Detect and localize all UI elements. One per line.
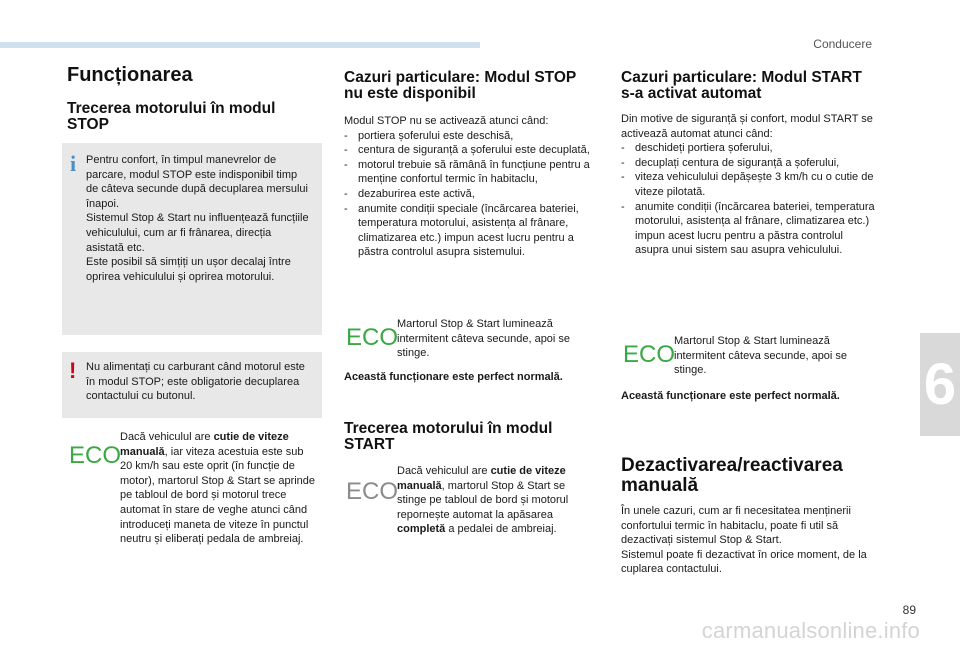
info-icon: i bbox=[70, 151, 77, 176]
list-intro: Modul STOP nu se activează atunci când: bbox=[344, 115, 549, 127]
info-box-text: Pentru confort, în timpul manevrelor de parcare, modul STOP este indisponibil timp de câteva secunde după decuplarea mersului înapoi. Sistemul Stop & Start nu influențează funcțiile vehiculului, cum ar fi frânarea, direcția asistată etc. Este posibil să simțiți un ușor decalaj între oprirea vehiculului și oprirea motorului. bbox=[86, 154, 309, 283]
stop-unavailable-list bbox=[344, 114, 600, 260]
warning-box bbox=[62, 352, 322, 418]
eco-blink-text: Martorul Stop & Start luminează intermitent câteva secunde, apoi se stinge. bbox=[397, 318, 571, 360]
eco-grey-icon: ECO bbox=[346, 478, 399, 505]
normal-note: Această funcționare este perfect normală. bbox=[344, 371, 563, 383]
section-heading-stop: Trecerea motorului în modul STOP bbox=[67, 100, 276, 133]
manual-body-text: În unele cazuri, cum ar fi necesitatea menținerii confortului termic în habitaclu, poate fi util să dezactivați sistemul Stop & Start. Sistemul poate fi dezactivat în orice moment, de la cuplarea contactului. bbox=[621, 505, 867, 576]
list-item: - anumite condiții (încărcarea bateriei, temperatura motorului, asistența al frânare, climatizarea etc.) impun acest lucru pentru a păstra controlul asupra unui sistem sau asupra vehiculului. bbox=[621, 200, 875, 257]
warning-box-text: Nu alimentați cu carburant când motorul este în modul STOP; este obligatorie decuplarea contactului cu butonul. bbox=[86, 361, 305, 403]
page-number: 89 bbox=[902, 603, 916, 617]
header-bar bbox=[0, 42, 480, 48]
section-heading-start: Trecerea motorului în modul START bbox=[344, 420, 553, 453]
section-name: Conducere bbox=[813, 37, 872, 51]
list-item: - viteza vehiculului depășește 3 km/h cu o cutie de viteze pilotată. bbox=[621, 171, 874, 198]
warning-icon: ! bbox=[69, 358, 77, 383]
list-item: - centura de siguranță a șoferului este decuplată, bbox=[344, 144, 590, 157]
eco-start-text: Dacă vehiculul are cutie de viteze manuală, martorul Stop & Start se stinge pe tabloul de bord și motorul repornește automat la apăsarea completă a pedalei de ambreiaj. bbox=[397, 465, 569, 536]
list-intro: Din motive de siguranță și confort, modul START se activează automat atunci când: bbox=[621, 113, 873, 140]
info-box bbox=[62, 143, 322, 335]
eco-green-icon: ECO bbox=[623, 341, 676, 368]
list-item: - anumite condiții speciale (încărcarea bateriei, temperatura motorului, asistența al frânare, climatizarea etc.) impun acest lucru pentru a păstra controlul asupra sistemului. bbox=[344, 202, 579, 259]
page-title: Funcționarea bbox=[67, 64, 193, 86]
eco-blink-text: Martorul Stop & Start luminează intermitent câteva secunde, apoi se stinge. bbox=[674, 335, 848, 377]
section-heading-manual: Dezactivarea/reactivarea manuală bbox=[621, 455, 843, 496]
heading-start-auto: Cazuri particulare: Modul START s-a activat automat bbox=[621, 69, 862, 102]
chapter-tab bbox=[920, 333, 960, 436]
list-item: - decuplați centura de siguranță a șoferului, bbox=[621, 156, 840, 169]
start-auto-list bbox=[621, 112, 879, 258]
normal-note: Această funcționare este perfect normală. bbox=[621, 390, 840, 402]
chapter-number: 6 bbox=[923, 352, 957, 417]
eco-green-icon: ECO bbox=[346, 324, 399, 351]
list-item: - deschideți portiera șoferului, bbox=[621, 142, 773, 155]
eco-stop-text: Dacă vehiculul are cutie de viteze manuală, iar viteza acestuia este sub 20 km/h sau este oprit (în funcție de motor), martorul Stop & Start se aprinde pe tabloul de bord și motorul trece automat în stare de veghe atunci când introduceți maneta de viteze în punctul neutru și eliberați pedala de ambreiaj. bbox=[120, 431, 316, 546]
eco-green-icon: ECO bbox=[69, 442, 122, 469]
heading-stop-unavailable: Cazuri particulare: Modul STOP nu este disponibil bbox=[344, 69, 576, 102]
list-item: - portiera șoferului este deschisă, bbox=[344, 129, 514, 142]
watermark: carmanualsonline.info bbox=[701, 618, 920, 643]
list-item: - motorul trebuie să rămână în funcțiune pentru a menține confortul termic în habitaclu, bbox=[344, 158, 590, 186]
list-item: - dezaburirea este activă, bbox=[344, 187, 475, 200]
